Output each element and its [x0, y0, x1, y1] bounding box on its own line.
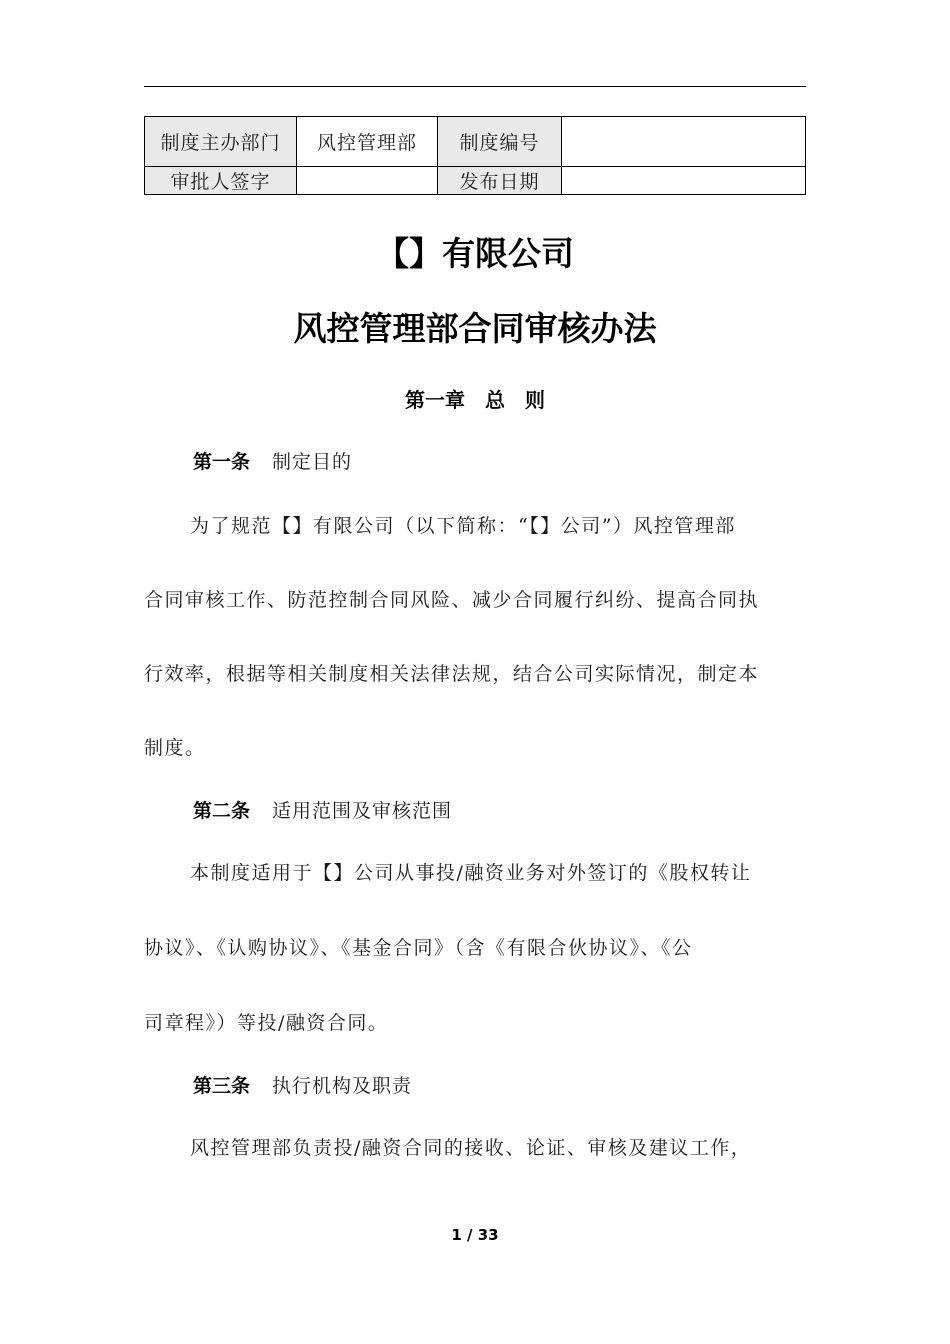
info-row	[145, 167, 806, 195]
paragraph-line: 本制度适用于【】公司从事投/融资业务对外签订的《股权转让	[190, 862, 752, 884]
header-rule	[144, 86, 806, 87]
dept-value: 风控管理部	[297, 117, 438, 167]
article-number: 第一条	[193, 451, 251, 473]
document-info-table	[144, 116, 806, 195]
article-title: 适用范围及审核范围	[272, 800, 453, 822]
article-heading	[193, 447, 352, 474]
dept-label: 制度主办部门	[145, 117, 297, 167]
approver-value	[297, 167, 438, 195]
article-heading	[193, 1071, 412, 1098]
doc-number-value	[562, 117, 806, 167]
publish-date-value	[562, 167, 806, 195]
article-title: 制定目的	[272, 451, 353, 473]
approver-label: 审批人签字	[145, 167, 297, 195]
article-number: 第三条	[193, 1075, 251, 1097]
publish-date-label: 发布日期	[438, 167, 562, 195]
article-heading	[193, 796, 452, 823]
paragraph-line: 制度。	[144, 737, 206, 759]
paragraph-line: 行效率，根据等相关制度相关法律法规，结合公司实际情况，制定本	[144, 663, 760, 685]
company-title: 【】有限公司	[376, 234, 574, 273]
article-number: 第二条	[193, 800, 251, 822]
doc-number-label: 制度编号	[438, 117, 562, 167]
paragraph-line: 风控管理部负责投/融资合同的接收、论证、审核及建议工作，	[190, 1137, 752, 1159]
paragraph-line: 为了规范【】有限公司（以下简称：“【】公司”）风控管理部	[190, 515, 736, 537]
chapter-heading: 第一章 总 则	[405, 388, 545, 412]
page-number: 1 / 33	[451, 1226, 499, 1244]
paragraph-line: 司章程》）等投/融资合同。	[144, 1012, 389, 1034]
paragraph-line: 合同审核工作、防范控制合同风险、减少合同履行纠纷、提高合同执	[144, 589, 760, 611]
info-row	[145, 117, 806, 167]
document-title: 风控管理部合同审核办法	[293, 309, 657, 348]
paragraph-line: 协议》、《认购协议》、《基金合同》（含《有限合伙协议》、《公	[144, 937, 693, 959]
article-title: 执行机构及职责	[272, 1075, 413, 1097]
